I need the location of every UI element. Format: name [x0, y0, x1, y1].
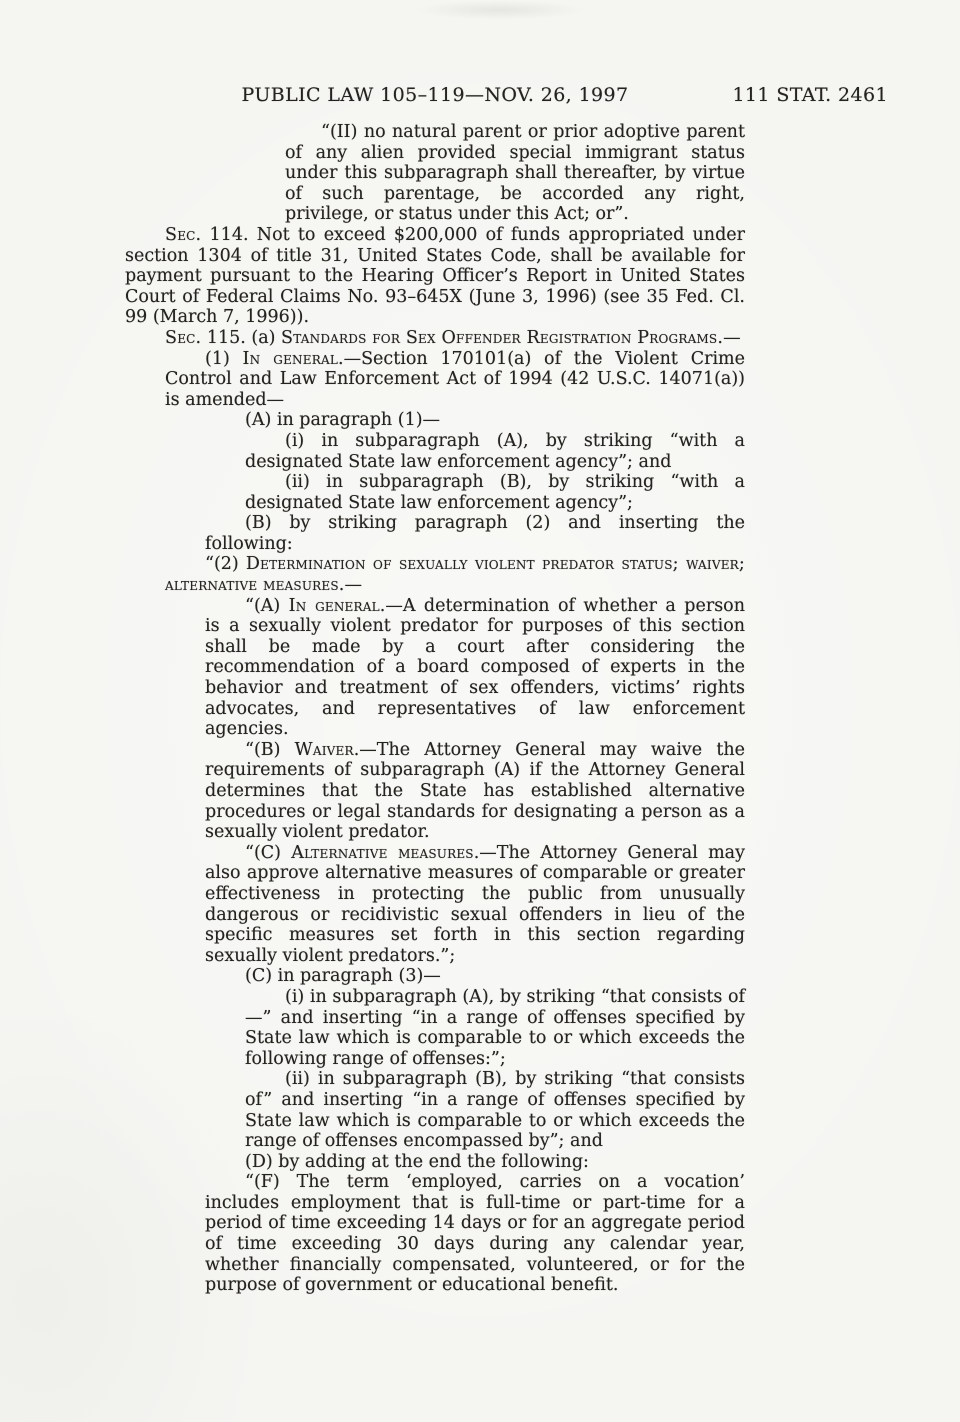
paragraph-10	[205, 596, 745, 740]
paragraph-3	[125, 328, 745, 349]
paragraph-6	[245, 431, 745, 472]
smallcaps-run: In general	[288, 595, 380, 616]
text-run: (i) in subparagraph (A), by striking “that consists of—” and inserting “in a range of offenses specified by State law which is comparable to or which exceeds the following range of offenses:”;	[245, 986, 745, 1069]
text-run: “(II) no natural parent or prior adoptive parent of any alien provided special immigrant status under this subparagraph shall thereafter, by virtue of such parentage, be accorded any right, privilege, or status under this Act; or”.	[285, 122, 745, 225]
paragraph-16	[205, 1152, 745, 1173]
paragraph-13	[205, 966, 745, 987]
smallcaps-run: In general	[242, 348, 338, 369]
text-run: (D) by adding at the end the following:	[245, 1151, 589, 1172]
text-run: “(A)	[245, 595, 289, 616]
text-run: 114. Not to exceed $200,000 of funds appropriated under section 1304 of title 31, United States Code, shall be available for payment pursuant to the Hearing Officer’s Report in United States Court of Federal Claims No. 93–645X (June 3, 1996) (see 35 Fed. Cl. 99 (March 7, 1996)).	[125, 224, 745, 328]
smallcaps-run: Sec.	[165, 224, 202, 245]
text-run: .—The Attorney General may waive the requirements of subparagraph (A) if the Attorney General determines that the State has established alternative procedures or legal standards for designating a person as a sexually violent predator.	[205, 739, 746, 843]
paragraph-9	[165, 554, 745, 595]
paragraph-5	[205, 410, 745, 431]
stat-number: 111 STAT. 2461	[732, 84, 888, 106]
paragraph-14	[245, 987, 745, 1069]
paragraph-8	[205, 513, 745, 554]
smallcaps-run: Alternative measures	[291, 842, 474, 863]
text-run: (B) by striking paragraph (2) and inserting the following:	[205, 513, 745, 554]
smallcaps-run: Standards for Sex Offender Registration Programs.—	[281, 327, 741, 348]
paragraph-7	[245, 472, 745, 513]
paragraph-15	[245, 1069, 745, 1151]
text-run: (1)	[205, 348, 243, 369]
paragraph-11	[205, 740, 745, 843]
document-body	[125, 122, 745, 1296]
text-run: “(C)	[245, 842, 292, 863]
text-run: (i) in subparagraph (A), by striking “with a designated State law enforcement agency”; and	[245, 430, 745, 472]
smallcaps-run: Determination of sexually violent predator status; waiver; alternative measures.—	[165, 554, 745, 596]
text-run: “(F) The term ‘employed, carries on a vocation’ includes employment that is full-time or part-time for a period of time exceeding 14 days or for an aggregate period of time exceeding 30 days during any calendar year, whether financially compensated, volunteered, or for the purpose of government or educational benefit.	[205, 1172, 745, 1296]
text-run: 115. (a)	[201, 327, 282, 348]
text-run: (ii) in subparagraph (B), by striking “with a designated State law enforcement agency”;	[245, 472, 745, 513]
running-head	[125, 84, 888, 108]
smallcaps-run: Waiver	[294, 739, 354, 760]
text-run: (A) in paragraph (1)—	[245, 410, 441, 431]
text-run: “(B)	[245, 739, 295, 760]
paragraph-12	[205, 843, 745, 967]
paragraph-2	[125, 225, 745, 328]
law-title: PUBLIC LAW 105–119—NOV. 26, 1997	[241, 84, 629, 106]
text-run: (ii) in subparagraph (B), by striking “that consists of” and inserting “in a range of offenses specified by State law which is comparable to or which exceeds the range of offenses encompassed by”; and	[245, 1069, 745, 1152]
paragraph-1	[285, 122, 745, 225]
text-run: .—A determination of whether a person is a sexually violent predator for purposes of this section shall be made by a court after considering the recommendation of a board composed of experts in the behavior and treatment of sex offenders, victims’ rights advocates, and representatives of law enforcement agencies.	[205, 595, 745, 740]
text-run: .—Section 170101(a) of the Violent Crime Control and Law Enforcement Act of 1994 (42 U.S.C. 14071(a)) is amended—	[165, 348, 745, 410]
text-run: .—The Attorney General may also approve alternative measures of comparable or greater effectiveness in protecting the public from unusually dangerous or recidivistic sexual offenders in lieu of the specific measures set forth in this section regarding sexually violent predators.”;	[205, 842, 746, 966]
smallcaps-run: Sec.	[165, 327, 202, 348]
text-run: “(2)	[205, 554, 246, 575]
paragraph-17	[205, 1172, 745, 1296]
text-run: (C) in paragraph (3)—	[245, 966, 441, 987]
paragraph-4	[165, 349, 745, 411]
